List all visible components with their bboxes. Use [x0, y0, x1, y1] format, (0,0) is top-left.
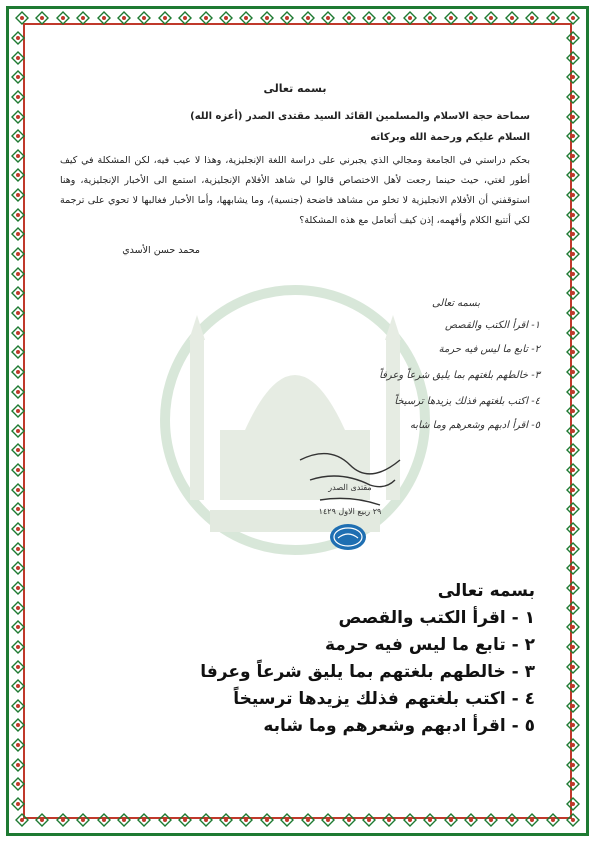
border-ornament-icon: [566, 168, 580, 182]
border-ornament-icon: [11, 286, 25, 300]
border-ornament-icon: [566, 601, 580, 615]
border-ornament-icon: [11, 738, 25, 752]
border-ornament-icon: [382, 11, 396, 25]
border-ornament-icon: [382, 813, 396, 827]
transcript-line: ٤ - اكتب بلغتهم فذلك يزيدها ترسيخاً: [233, 689, 535, 709]
border-ornament-icon: [546, 813, 560, 827]
border-bottom-ornaments: [15, 813, 580, 831]
border-ornament-icon: [199, 813, 213, 827]
border-ornament-icon: [11, 70, 25, 84]
border-ornament-icon: [566, 813, 580, 827]
typed-letter: [60, 70, 530, 256]
border-ornament-icon: [11, 777, 25, 791]
border-ornament-icon: [178, 11, 192, 25]
border-ornament-icon: [117, 11, 131, 25]
border-ornament-icon: [11, 129, 25, 143]
border-ornament-icon: [239, 813, 253, 827]
border-ornament-icon: [505, 813, 519, 827]
border-ornament-icon: [566, 267, 580, 281]
border-ornament-icon: [444, 813, 458, 827]
border-ornament-icon: [566, 640, 580, 654]
border-ornament-icon: [566, 797, 580, 811]
border-ornament-icon: [239, 11, 253, 25]
printed-transcript: [115, 578, 535, 740]
border-ornament-icon: [423, 11, 437, 25]
border-ornament-icon: [362, 813, 376, 827]
signature-signer: مقتدى الصدر: [328, 483, 372, 492]
border-ornament-icon: [484, 813, 498, 827]
border-ornament-icon: [11, 660, 25, 674]
border-ornament-icon: [11, 227, 25, 241]
border-ornament-icon: [11, 463, 25, 477]
transcript-line: ٢ - تابع ما ليس فيه حرمة: [324, 635, 535, 655]
border-ornament-icon: [11, 601, 25, 615]
border-ornament-icon: [15, 813, 29, 827]
border-ornament-icon: [566, 620, 580, 634]
letter-heading: بسمه تعالى: [263, 82, 327, 95]
border-ornament-icon: [11, 679, 25, 693]
transcript-line: ١ - اقرأ الكتب والقصص: [338, 608, 535, 628]
border-ornament-icon: [566, 738, 580, 752]
border-ornament-icon: [484, 11, 498, 25]
border-ornament-icon: [11, 326, 25, 340]
border-ornament-icon: [566, 306, 580, 320]
border-ornament-icon: [321, 11, 335, 25]
border-ornament-icon: [566, 502, 580, 516]
border-ornament-icon: [566, 443, 580, 457]
border-ornament-icon: [11, 797, 25, 811]
border-ornament-icon: [137, 11, 151, 25]
handwritten-reply: [300, 298, 540, 458]
border-ornament-icon: [321, 813, 335, 827]
border-ornament-icon: [566, 11, 580, 25]
border-ornament-icon: [525, 11, 539, 25]
border-ornament-icon: [11, 31, 25, 45]
border-ornament-icon: [11, 561, 25, 575]
transcript-line: ٥ - اقرأ ادبهم وشعرهم وما شابه: [263, 716, 535, 736]
border-ornament-icon: [280, 11, 294, 25]
letter-addressee: سماحة حجة الاسلام والمسلمين القائد السيد مقتدى الصدر (أعزه الله): [190, 111, 530, 122]
border-ornament-icon: [158, 813, 172, 827]
border-ornament-icon: [11, 758, 25, 772]
border-ornament-icon: [158, 11, 172, 25]
border-ornament-icon: [566, 286, 580, 300]
border-ornament-icon: [566, 51, 580, 65]
border-ornament-icon: [566, 365, 580, 379]
border-ornament-icon: [11, 247, 25, 261]
border-ornament-icon: [11, 522, 25, 536]
border-ornament-icon: [444, 11, 458, 25]
border-ornament-icon: [76, 813, 90, 827]
border-ornament-icon: [566, 110, 580, 124]
border-ornament-icon: [11, 267, 25, 281]
border-ornament-icon: [464, 11, 478, 25]
border-ornament-icon: [137, 813, 151, 827]
border-ornament-icon: [566, 227, 580, 241]
border-ornament-icon: [566, 149, 580, 163]
border-ornament-icon: [11, 345, 25, 359]
border-ornament-icon: [35, 813, 49, 827]
border-ornament-icon: [566, 247, 580, 261]
border-ornament-icon: [199, 11, 213, 25]
border-ornament-icon: [505, 11, 519, 25]
border-ornament-icon: [11, 188, 25, 202]
handwritten-line: ٢- تابع ما ليس فيه حرمة: [438, 344, 540, 355]
border-ornament-icon: [178, 813, 192, 827]
border-ornament-icon: [11, 699, 25, 713]
border-ornament-icon: [11, 640, 25, 654]
border-ornament-icon: [566, 660, 580, 674]
border-ornament-icon: [403, 11, 417, 25]
border-ornament-icon: [260, 11, 274, 25]
border-ornament-icon: [117, 813, 131, 827]
border-ornament-icon: [403, 813, 417, 827]
border-ornament-icon: [566, 542, 580, 556]
border-ornament-icon: [301, 11, 315, 25]
border-ornament-icon: [362, 11, 376, 25]
border-ornament-icon: [56, 813, 70, 827]
handwritten-line: ٥- اقرأ ادبهم وشعرهم وما شابه: [409, 420, 540, 431]
border-ornament-icon: [11, 51, 25, 65]
border-ornament-icon: [301, 813, 315, 827]
border-ornament-icon: [11, 581, 25, 595]
handwritten-line: ٤- اكتب بلغتهم فذلك يزيدها ترسيخاً: [394, 396, 540, 407]
border-ornament-icon: [566, 404, 580, 418]
border-ornament-icon: [56, 11, 70, 25]
border-ornament-icon: [566, 90, 580, 104]
border-ornament-icon: [11, 424, 25, 438]
border-ornament-icon: [566, 345, 580, 359]
border-ornament-icon: [566, 679, 580, 693]
border-ornament-icon: [11, 620, 25, 634]
border-ornament-icon: [11, 90, 25, 104]
border-ornament-icon: [566, 70, 580, 84]
border-ornament-icon: [15, 11, 29, 25]
border-ornament-icon: [219, 813, 233, 827]
handwritten-line: ١- اقرأ الكتب والقصص: [445, 320, 540, 331]
handwritten-heading: بسمه تعالى: [431, 298, 480, 309]
letter-greeting: السلام عليكم ورحمة الله وبركاته: [370, 132, 530, 143]
border-ornament-icon: [11, 718, 25, 732]
border-ornament-icon: [566, 208, 580, 222]
border-right-ornaments: [566, 31, 584, 811]
border-ornament-icon: [342, 813, 356, 827]
border-ornament-icon: [76, 11, 90, 25]
border-ornament-icon: [566, 188, 580, 202]
border-ornament-icon: [566, 777, 580, 791]
border-ornament-icon: [566, 129, 580, 143]
border-ornament-icon: [566, 561, 580, 575]
border-ornament-icon: [566, 326, 580, 340]
border-ornament-icon: [280, 813, 294, 827]
border-ornament-icon: [11, 365, 25, 379]
border-ornament-icon: [566, 31, 580, 45]
border-ornament-icon: [11, 443, 25, 457]
border-ornament-icon: [11, 542, 25, 556]
border-ornament-icon: [97, 813, 111, 827]
border-ornament-icon: [566, 699, 580, 713]
border-ornament-icon: [566, 385, 580, 399]
border-ornament-icon: [566, 758, 580, 772]
border-ornament-icon: [566, 522, 580, 536]
border-ornament-icon: [342, 11, 356, 25]
border-ornament-icon: [11, 168, 25, 182]
border-ornament-icon: [11, 149, 25, 163]
border-ornament-icon: [260, 813, 274, 827]
border-ornament-icon: [566, 483, 580, 497]
border-ornament-icon: [219, 11, 233, 25]
border-ornament-icon: [11, 502, 25, 516]
border-ornament-icon: [566, 463, 580, 477]
border-ornament-icon: [566, 718, 580, 732]
border-ornament-icon: [11, 306, 25, 320]
transcript-heading: بسمه تعالى: [437, 581, 535, 601]
border-left-ornaments: [11, 31, 29, 811]
border-ornament-icon: [11, 404, 25, 418]
handwritten-line: ٣- خالطهم بلغتهم بما يليق شرعاً وعرفاً: [379, 370, 540, 381]
border-ornament-icon: [11, 385, 25, 399]
blue-seal-stamp: [328, 522, 368, 552]
border-ornament-icon: [464, 813, 478, 827]
letter-body: بحكم دراستي في الجامعة ومجالي الذي يجبرني على دراسة اللغة الإنجليزية، وهذا لا عيب فيه، لكن المشكلة في كيف أطور لغتي، حيث حينما رجعت لأهل الاختصاص قالوا لي شاهد الأفلام الإنجليزية، استمع الى الأخبار الإنجليزية، وهنا استوقفني أن الأفلام الانجليزية لا تخلو من مشاهد فاضحة (جنسية)، وما يشابهها، وأما الأخبار فغالبها لا تحوي على ترجمة لكي أتتبع الكلام وأفهمه، إذن كيف أتعامل مع هذه المشكلة؟: [60, 155, 530, 226]
border-ornament-icon: [11, 110, 25, 124]
border-ornament-icon: [35, 11, 49, 25]
border-ornament-icon: [11, 208, 25, 222]
signature-date: ٢٩ ربيع الاول ١٤٢٩: [318, 507, 382, 516]
border-top-ornaments: [15, 11, 580, 29]
border-ornament-icon: [566, 424, 580, 438]
border-ornament-icon: [566, 581, 580, 595]
border-ornament-icon: [546, 11, 560, 25]
letter-signature-name: محمد حسن الأسدي: [122, 245, 200, 256]
border-ornament-icon: [525, 813, 539, 827]
handwritten-signature: [290, 440, 410, 520]
border-ornament-icon: [97, 11, 111, 25]
border-ornament-icon: [11, 483, 25, 497]
transcript-line: ٣ - خالطهم بلغتهم بما يليق شرعاً وعرفا: [200, 662, 535, 682]
border-ornament-icon: [423, 813, 437, 827]
